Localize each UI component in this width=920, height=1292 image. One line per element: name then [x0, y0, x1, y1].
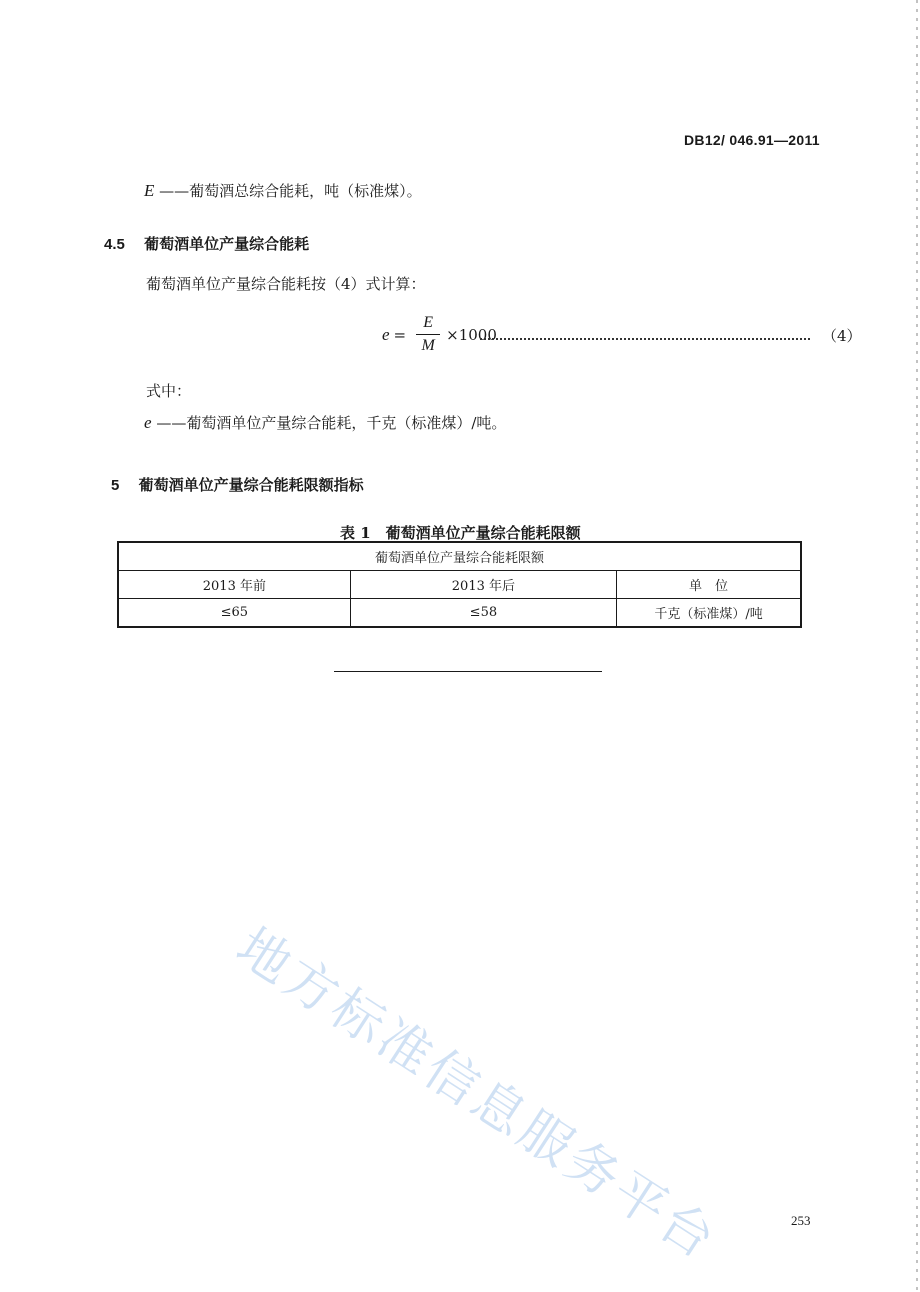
formula-leader-dots [480, 326, 810, 340]
column-header: 2013 年后 [350, 571, 616, 599]
section-number: 5 [111, 477, 120, 494]
document-code: DB12/ 046.91—2011 [684, 132, 820, 148]
formula-numerator: E [423, 314, 434, 331]
end-rule [334, 671, 602, 672]
section-5-heading [111, 474, 364, 495]
column-header: 2013 年前 [118, 571, 350, 599]
page-number: 253 [791, 1213, 811, 1228]
column-header: 单 位 [617, 571, 801, 599]
table-caption: 表 1 葡萄酒单位产量综合能耗限额 [340, 524, 581, 542]
table-row [118, 599, 801, 628]
watermark: 地方标准信息服务平台 [225, 916, 729, 1273]
formula-label: （4） [822, 327, 862, 345]
formula-factor: ×1000 [446, 325, 497, 344]
definition-e-text: ——葡萄酒单位产量综合能耗，千克（标准煤）/吨。 [156, 414, 507, 432]
table-cell: ≤65 [118, 599, 350, 628]
table-header-span: 葡萄酒单位产量综合能耗限额 [118, 542, 801, 571]
formula-fraction [416, 312, 440, 357]
symbol-e: e [144, 413, 152, 432]
scan-edge-marks [916, 0, 918, 1292]
formula-denominator: M [421, 337, 435, 354]
table-cell: 千克（标准煤）/吨 [617, 599, 801, 628]
calculation-paragraph: 葡萄酒单位产量综合能耗按（4）式计算： [146, 275, 426, 293]
table-column-row [118, 571, 801, 599]
table-cell: ≤58 [350, 599, 616, 628]
energy-limit-table [117, 541, 802, 628]
table-header-row [118, 542, 801, 571]
section-number: 4.5 [104, 236, 125, 253]
where-label: 式中： [146, 382, 192, 400]
formula-equals: = [393, 325, 407, 344]
definition-E-text: ——葡萄酒总综合能耗，吨（标准煤）。 [159, 182, 422, 200]
definition-e [144, 412, 506, 433]
formula-lhs: e [382, 324, 390, 344]
section-4-5-heading [104, 233, 309, 254]
definition-E [144, 180, 422, 201]
section-title: 葡萄酒单位产量综合能耗 [144, 235, 310, 253]
section-title: 葡萄酒单位产量综合能耗限额指标 [138, 476, 364, 494]
symbol-E: E [144, 181, 155, 200]
